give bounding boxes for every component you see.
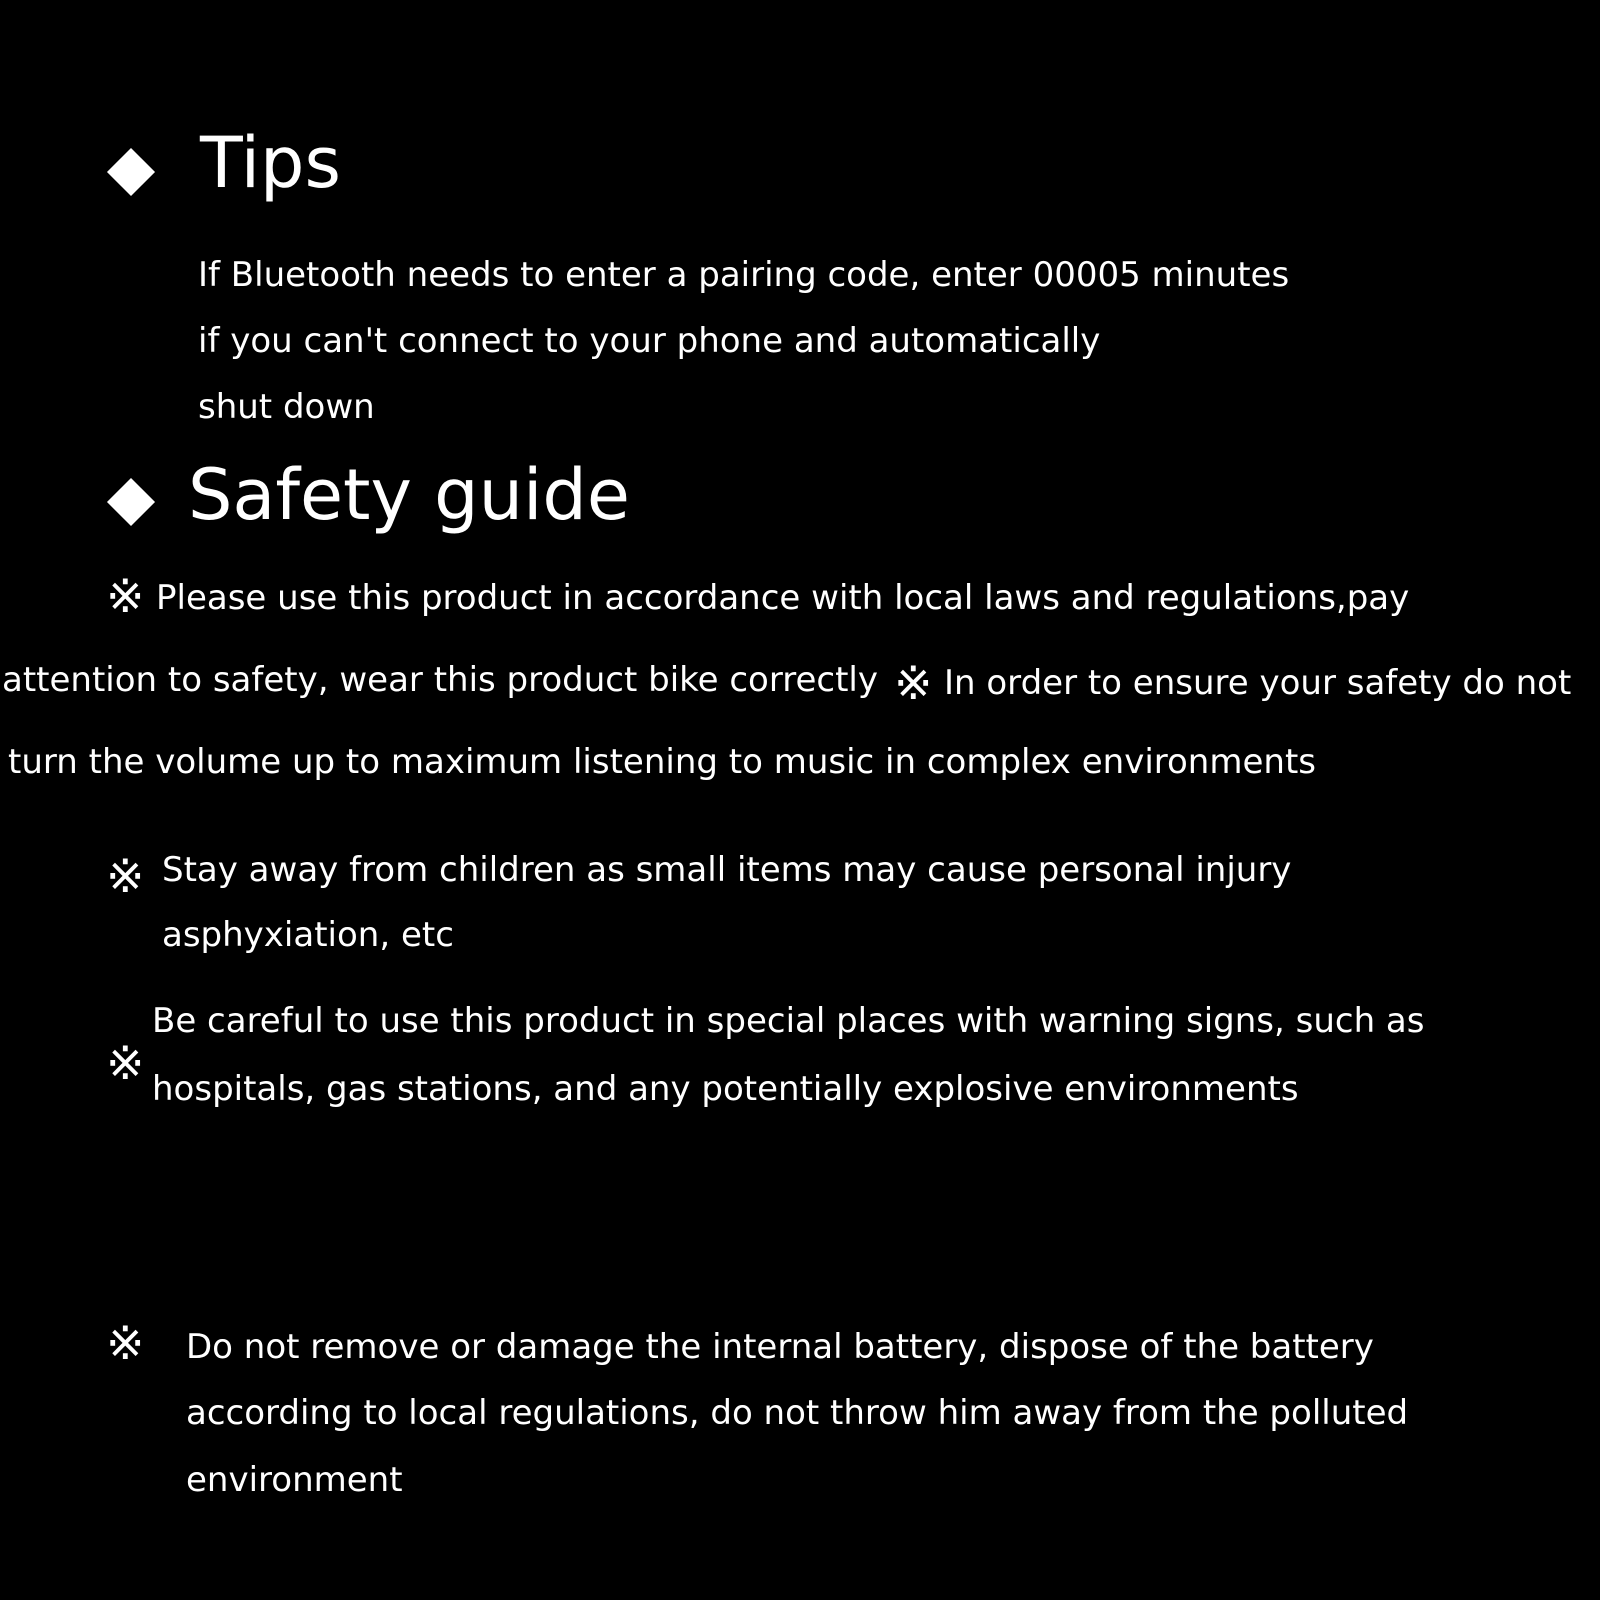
diamond-icon (107, 148, 155, 196)
reference-mark-icon: ※ (106, 569, 145, 623)
safety-item2-line1: Stay away from children as small items may cause personal injury (162, 850, 1292, 890)
tips-heading: Tips (200, 122, 341, 204)
safety-item1-line2b: In order to ensure your safety do not (944, 663, 1572, 703)
tips-line-3: shut down (198, 387, 375, 427)
reference-mark-icon: ※ (894, 656, 933, 710)
tips-line-1: If Bluetooth needs to enter a pairing code, enter 00005 minutes (198, 255, 1290, 295)
safety-item1-line1: Please use this product in accordance with local laws and regulations,pay (156, 578, 1410, 618)
safety-item4-line2: according to local regulations, do not throw him away from the polluted (186, 1393, 1409, 1433)
safety-item1-line3: turn the volume up to maximum listening to music in complex environments (8, 742, 1316, 782)
safety-item4-line3: environment (186, 1460, 403, 1500)
safety-heading: Safety guide (188, 454, 630, 536)
safety-item4-line1: Do not remove or damage the internal battery, dispose of the battery (186, 1327, 1374, 1367)
safety-item3-line2: hospitals, gas stations, and any potentially explosive environments (152, 1069, 1299, 1109)
safety-item2-line2: asphyxiation, etc (162, 915, 454, 955)
reference-mark-icon: ※ (106, 1316, 145, 1370)
safety-item1-line2a: attention to safety, wear this product bike correctly (2, 660, 878, 700)
reference-mark-icon: ※ (106, 849, 145, 903)
reference-mark-icon: ※ (106, 1036, 145, 1090)
diamond-icon (107, 478, 155, 526)
tips-line-2: if you can't connect to your phone and automatically (198, 321, 1101, 361)
safety-item3-line1: Be careful to use this product in special places with warning signs, such as (152, 1001, 1425, 1041)
